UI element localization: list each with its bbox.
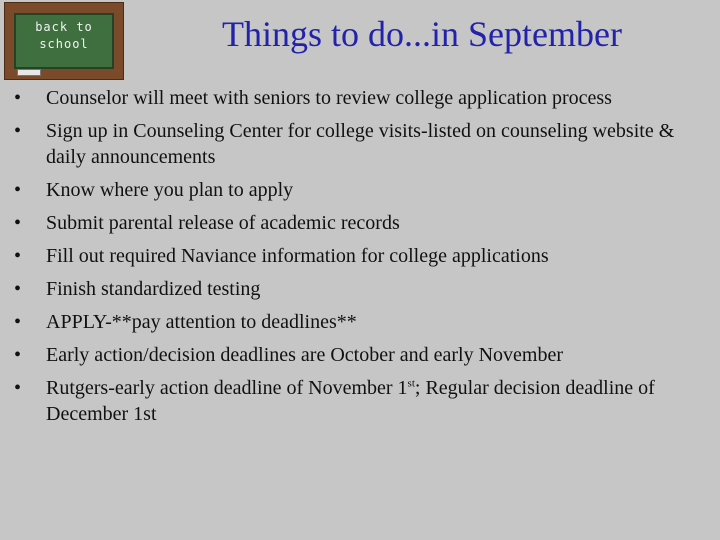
bullet-icon: • xyxy=(14,120,22,142)
bullet-icon: • xyxy=(14,344,22,366)
bullet-item xyxy=(14,243,714,269)
bullet-icon: • xyxy=(14,377,22,399)
bullet-list xyxy=(14,85,714,434)
bullet-text-continued: ; Regular decision deadline of December 1st xyxy=(46,377,655,425)
bullet-item xyxy=(14,342,714,368)
bullet-icon: • xyxy=(14,311,22,333)
bullet-text: Know where you plan to apply xyxy=(46,179,294,201)
bullet-text: Early action/decision deadlines are October and early November xyxy=(46,344,564,366)
bullet-text: APPLY-**pay attention to deadlines** xyxy=(46,311,357,333)
bullet-text: Sign up in Counseling Center for college visits-listed on counseling website & daily announcements xyxy=(46,120,675,168)
bullet-item xyxy=(14,85,714,111)
chalkboard-line-1: back to xyxy=(35,20,93,34)
chalkboard-line-2: school xyxy=(39,37,89,51)
bullet-text: Rutgers-early action deadline of November 1 xyxy=(46,377,408,399)
back-to-school-logo xyxy=(4,2,124,80)
bullet-text: Counselor will meet with seniors to review college application process xyxy=(46,87,612,109)
chalkboard-text xyxy=(16,19,112,53)
ordinal-superscript: st xyxy=(407,377,415,390)
bullet-text: Fill out required Naviance information for college applications xyxy=(46,245,549,267)
eraser-icon xyxy=(17,69,41,76)
bullet-icon: • xyxy=(14,87,22,109)
bullet-text: Finish standardized testing xyxy=(46,278,261,300)
bullet-item xyxy=(14,276,714,302)
chalkboard-icon xyxy=(14,13,114,69)
bullet-icon: • xyxy=(14,278,22,300)
bullet-icon: • xyxy=(14,179,22,201)
bullet-item xyxy=(14,118,714,170)
slide-title: Things to do...in September xyxy=(222,14,622,54)
bullet-item xyxy=(14,375,714,427)
bullet-icon: • xyxy=(14,212,22,234)
bullet-icon: • xyxy=(14,245,22,267)
bullet-item xyxy=(14,177,714,203)
bullet-text: Submit parental release of academic records xyxy=(46,212,400,234)
bullet-item xyxy=(14,309,714,335)
bullet-item xyxy=(14,210,714,236)
